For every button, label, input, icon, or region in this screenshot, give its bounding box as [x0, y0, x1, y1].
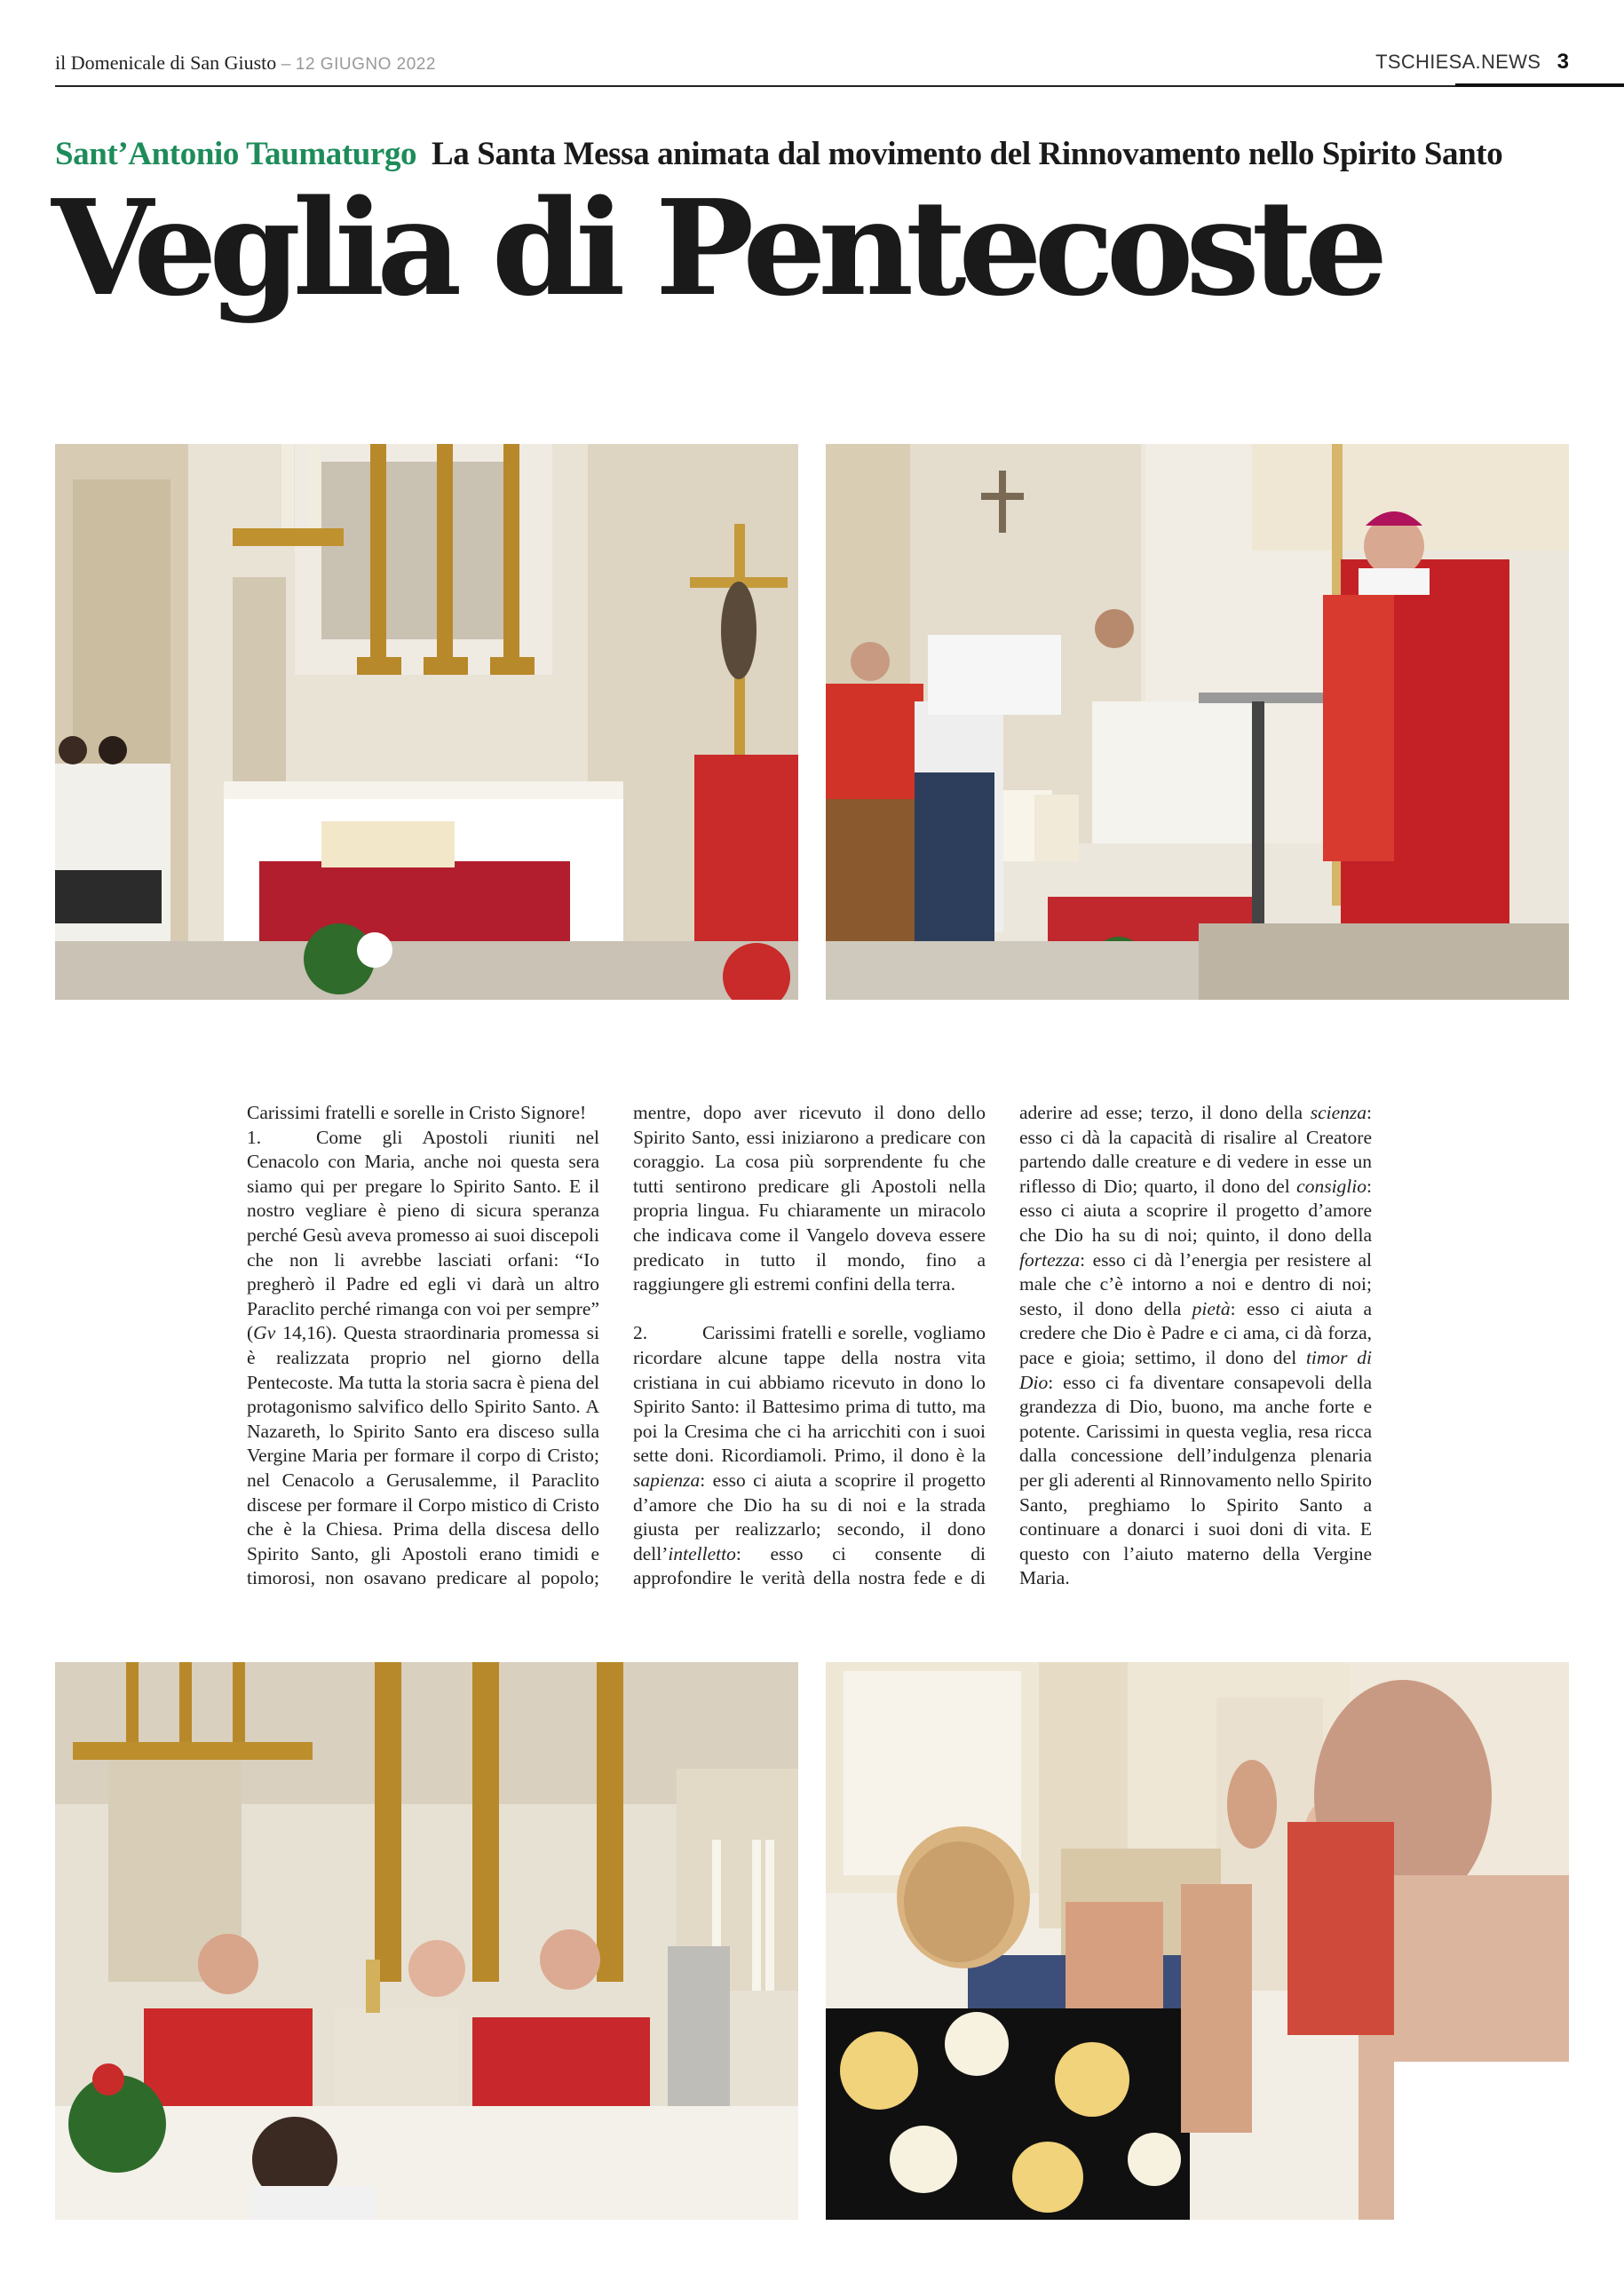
paragraph-2-text-c: : esso ci consente di approfondire le verità della nostra fede e di aderire ad esse; terzo, il dono della	[633, 1102, 1311, 1589]
publication-name: il Domenicale di San Giusto	[55, 51, 277, 74]
gift-fear-of-god: timor di Dio	[1019, 1346, 1372, 1393]
paragraph-number-2: 2.	[633, 1322, 648, 1344]
paragraph-2-text-a: Carissimi fratelli e sorelle, vogliamo ricordare alcune tappe della nostra vita cristiana in cui abbiamo ricevuto in dono lo Spirito Santo: il Battesimo prima di tutto, ma poi la Cresima che ci ha arricchiti con i suoi sette doni. Ricordiamoli. Primo, il dono è la	[633, 1322, 986, 1467]
gift-piety: pietà	[1192, 1297, 1231, 1319]
gift-counsel: consiglio	[1296, 1175, 1367, 1197]
gift-knowledge: scienza	[1310, 1102, 1367, 1123]
altar-with-candles-photo	[55, 444, 798, 1000]
header-dash: –	[281, 55, 291, 74]
paragraph-number-1: 1.	[247, 1126, 262, 1148]
paragraph-2-text-g: : esso ci aiuta a credere che Dio è Padre e ci ama, ci dà forza, pace e gioia; settimo, il dono del	[1019, 1297, 1373, 1368]
salutation: Carissimi fratelli e sorelle in Cristo Signore!	[247, 1102, 587, 1123]
gift-wisdom: sapienza	[633, 1469, 701, 1491]
scripture-reference: Gv	[253, 1322, 276, 1344]
header-accent-rule	[1455, 83, 1624, 87]
gift-fortitude: fortezza	[1019, 1248, 1081, 1271]
eucharist-celebration-photo	[55, 1662, 798, 2220]
paragraph-2-text-h: : esso ci fa diventare consapevoli della grandezza di Dio, buono, ma anche forte e potente. Carissimi in questa veglia, resa ricca dalla concessione dell’indulgenza plenaria per gli aderenti al Rinnovamento nello Spirito Santo, preghiamo lo Spirito Santo a continuare a donarci i suoi doni di vita. E questo con l’aiuto materno della Vergine Maria.	[1019, 1371, 1372, 1589]
paragraph-2-text-d: : esso ci dà la capacità di risalire al Creatore partendo dalle creature e di vedere in esse un riflesso di Dio; quarto, il dono del	[1019, 1102, 1372, 1197]
running-header	[55, 46, 1569, 87]
paragraph-1-text-a: Come gli Apostoli riuniti nel Cenacolo con Maria, anche noi questa sera siamo qui per pregare lo Spirito Santo. E il nostro vegliare è pieno di sicura speranza perché Gesù aveva promesso ai suoi discepoli che non li avrebbe lasciati orfani: “Io pregherò il Padre ed egli vi darà un altro Paraclito perché rimanga con voi per sempre” (	[247, 1126, 599, 1344]
paragraph-2-text-b: : esso ci aiuta a scoprire il progetto d’amore che Dio ha su di noi e la strada giusta per realizzarlo; secondo, il dono dell’	[633, 1469, 986, 1564]
header-left	[55, 51, 436, 75]
header-right	[1375, 50, 1569, 75]
paragraph-1-text-b: 14,16). Questa straordinaria promessa si è realizzata proprio nel giorno della Pentecoste. Ma tutta la storia sacra è piena del protagonismo salvifico dello Spirito Santo. A Nazareth, lo Spirito Santo era disceso sulla Vergine Maria per formare il corpo di Cristo; nel Cenacolo a Gerusalemme, il Paraclito discese per formare il Corpo mistico di Cristo che è la Chiesa. Prima della discesa dello Spirito Santo, gli Apostoli erano timidi e timorosi, non osavano predicare al popolo; mentre, dopo aver ricevuto il dono dello Spirito Santo, essi iniziarono a predicare con coraggio. La cosa più sorprendente fu che tutti sentirono predicare gli Apostoli nella propria lingua. Fu chiaramente un miracolo che indicava come il Vangelo doveva essere predicato in tutto il mondo, fino a raggiungere gli estremi confini della terra.	[247, 1102, 986, 1589]
bishop-at-lectern-photo	[826, 444, 1569, 1000]
page-number: 3	[1557, 50, 1569, 74]
issue-date: 12 GIUGNO 2022	[295, 55, 436, 74]
article-kicker	[55, 135, 1502, 173]
gift-understanding: intelletto	[668, 1542, 736, 1564]
section-label: Sant’Antonio Taumaturgo	[55, 136, 417, 172]
congregation-praying-photo	[826, 1662, 1569, 2220]
paragraph-2-text-f: : esso ci dà l’energia per resistere al male che c’è intorno a noi e dentro di noi; sesto, il dono della	[1019, 1248, 1372, 1319]
site-name[interactable]: TSCHIESA.NEWS	[1375, 51, 1541, 73]
article-subtitle: La Santa Messa animata dal movimento del Rinnovamento nello Spirito Santo	[432, 136, 1503, 172]
paragraph-2-text-e: : esso ci aiuta a scoprire il progetto d’amore che Dio ha su di noi; quinto, il dono della	[1019, 1175, 1372, 1246]
article-title: Veglia di Pentecoste	[51, 170, 1381, 325]
article-flow	[247, 1101, 1372, 1593]
